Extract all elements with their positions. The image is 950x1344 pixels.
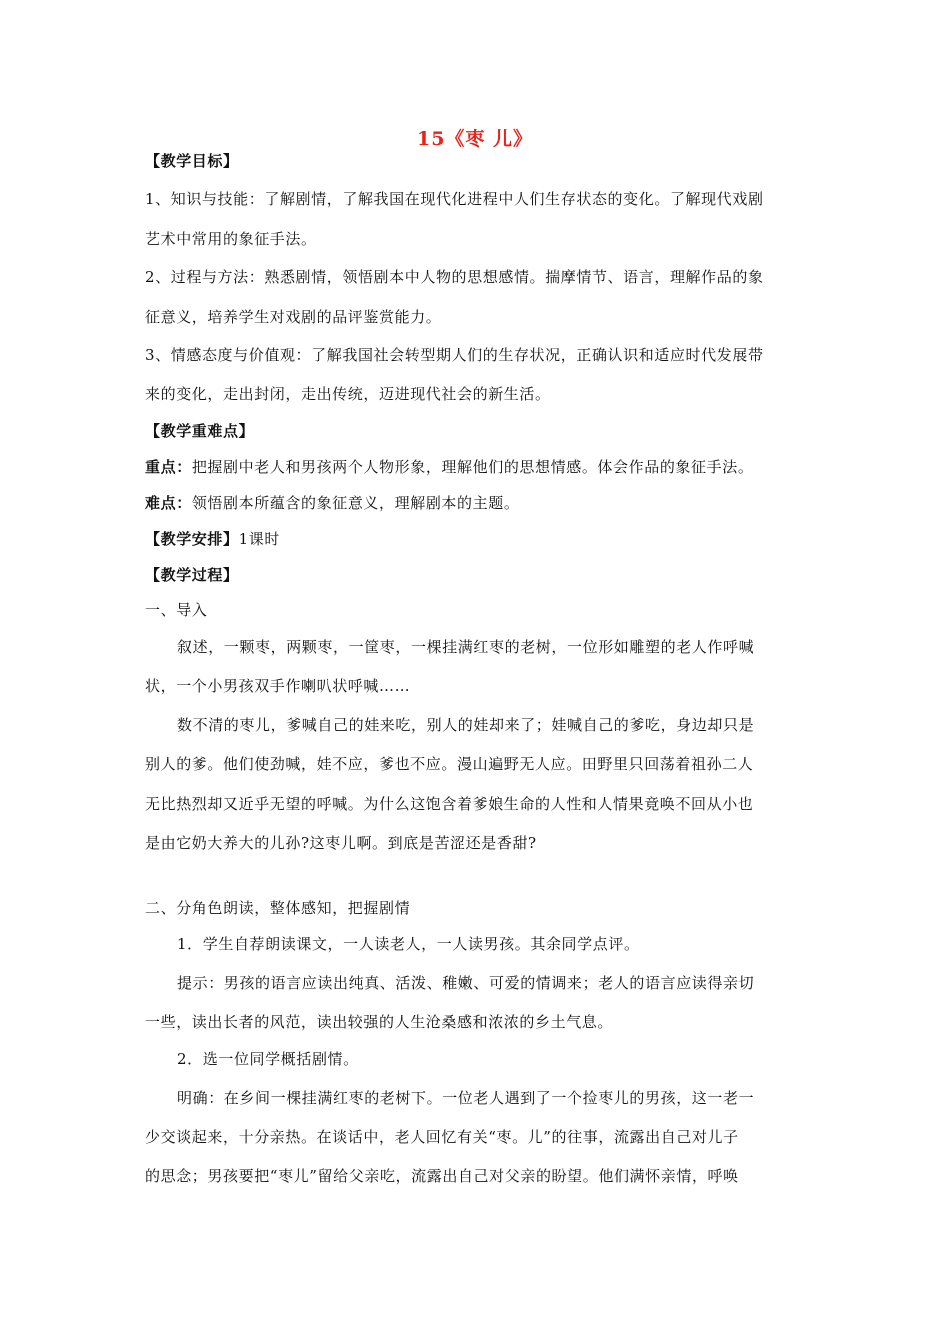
paragraph2-line1: 数不清的枣儿，爹喊自己的娃来吃，别人的娃却来了；娃喊自己的爹吃，身边却只是 bbox=[177, 716, 755, 734]
goal3-line2: 来的变化，走出封闭，走出传统，迈进现代社会的新生活。 bbox=[145, 385, 551, 403]
paragraph2-line2: 别人的爹。他们使劲喊，娃不应，爹也不应。漫山遍野无人应。田野里只回荡着祖孙二人 bbox=[145, 755, 754, 773]
process-heading: 【教学过程】 bbox=[145, 566, 239, 584]
schedule-line bbox=[145, 529, 810, 549]
difficult-point-label: 难点： bbox=[145, 494, 192, 512]
key-point-label: 重点： bbox=[145, 458, 192, 476]
paragraph6-line1: 明确：在乡间一棵挂满红枣的老树下。一位老人遇到了一个捡枣儿的男孩，这一老一 bbox=[177, 1089, 755, 1107]
paragraph5-line1: 2．选一位同学概括剧情。 bbox=[177, 1050, 359, 1068]
part2-title: 二、分角色朗读，整体感知，把握剧情 bbox=[145, 899, 411, 917]
key-point-line bbox=[145, 457, 810, 477]
difficult-point-text: 领悟剧本所蕴含的象征意义，理解剧本的主题。 bbox=[191, 494, 520, 512]
paragraph2-line3: 无比热烈却又近乎无望的呼喊。为什么这饱含着爹娘生命的人性和人情果竟唤不回从小也 bbox=[145, 795, 754, 813]
document-title: 15《枣 儿》 bbox=[416, 128, 534, 150]
goals-heading: 【教学目标】 bbox=[145, 152, 239, 170]
goal1-line1: 1、知识与技能：了解剧情，了解我国在现代化进程中人们生存状态的变化。了解现代戏剧 bbox=[145, 190, 764, 208]
paragraph6-line3: 的思念；男孩要把“枣儿”留给父亲吃，流露出自己对父亲的盼望。他们满怀亲情，呼唤 bbox=[145, 1167, 739, 1185]
paragraph2-line4: 是由它奶大养大的儿孙?这枣儿啊。到底是苦涩还是香甜? bbox=[145, 834, 537, 852]
paragraph1-line1: 叙述，一颗枣，两颗枣，一筐枣，一棵挂满红枣的老树，一位形如雕塑的老人作呼喊 bbox=[177, 638, 755, 656]
paragraph4-line1: 提示：男孩的语言应读出纯真、活泼、稚嫩、可爱的情调来；老人的语言应读得亲切 bbox=[177, 974, 755, 992]
key-difficult-heading: 【教学重难点】 bbox=[145, 422, 255, 440]
part1-title: 一、导入 bbox=[145, 601, 208, 619]
goal3-line1: 3、情感态度与价值观：了解我国社会转型期人们的生存状况，正确认识和适应时代发展带 bbox=[145, 346, 764, 364]
paragraph6-line2: 少交谈起来，十分亲热。在谈话中，老人回忆有关“枣。儿”的往事，流露出自己对儿子 bbox=[145, 1128, 739, 1146]
goal1-line2: 艺术中常用的象征手法。 bbox=[145, 230, 317, 248]
difficult-point-line bbox=[145, 493, 810, 513]
paragraph3-line1: 1．学生自荐朗读课文，一人读老人，一人读男孩。其余同学点评。 bbox=[177, 935, 640, 953]
paragraph1-line2: 状，一个小男孩双手作喇叭状呼喊…… bbox=[145, 677, 411, 695]
key-point-text: 把握剧中老人和男孩两个人物形象，理解他们的思想情感。体会作品的象征手法。 bbox=[191, 458, 754, 476]
paragraph4-line2: 一些，读出长者的风范，读出较强的人生沧桑感和浓浓的乡土气息。 bbox=[145, 1013, 614, 1031]
schedule-heading: 【教学安排】 bbox=[145, 530, 239, 548]
goal2-line2: 征意义，培养学生对戏剧的品评鉴赏能力。 bbox=[145, 308, 442, 326]
goal2-line1: 2、过程与方法：熟悉剧情，领悟剧本中人物的思想感情。揣摩情节、语言，理解作品的象 bbox=[145, 268, 764, 286]
schedule-text: 1课时 bbox=[238, 530, 280, 548]
